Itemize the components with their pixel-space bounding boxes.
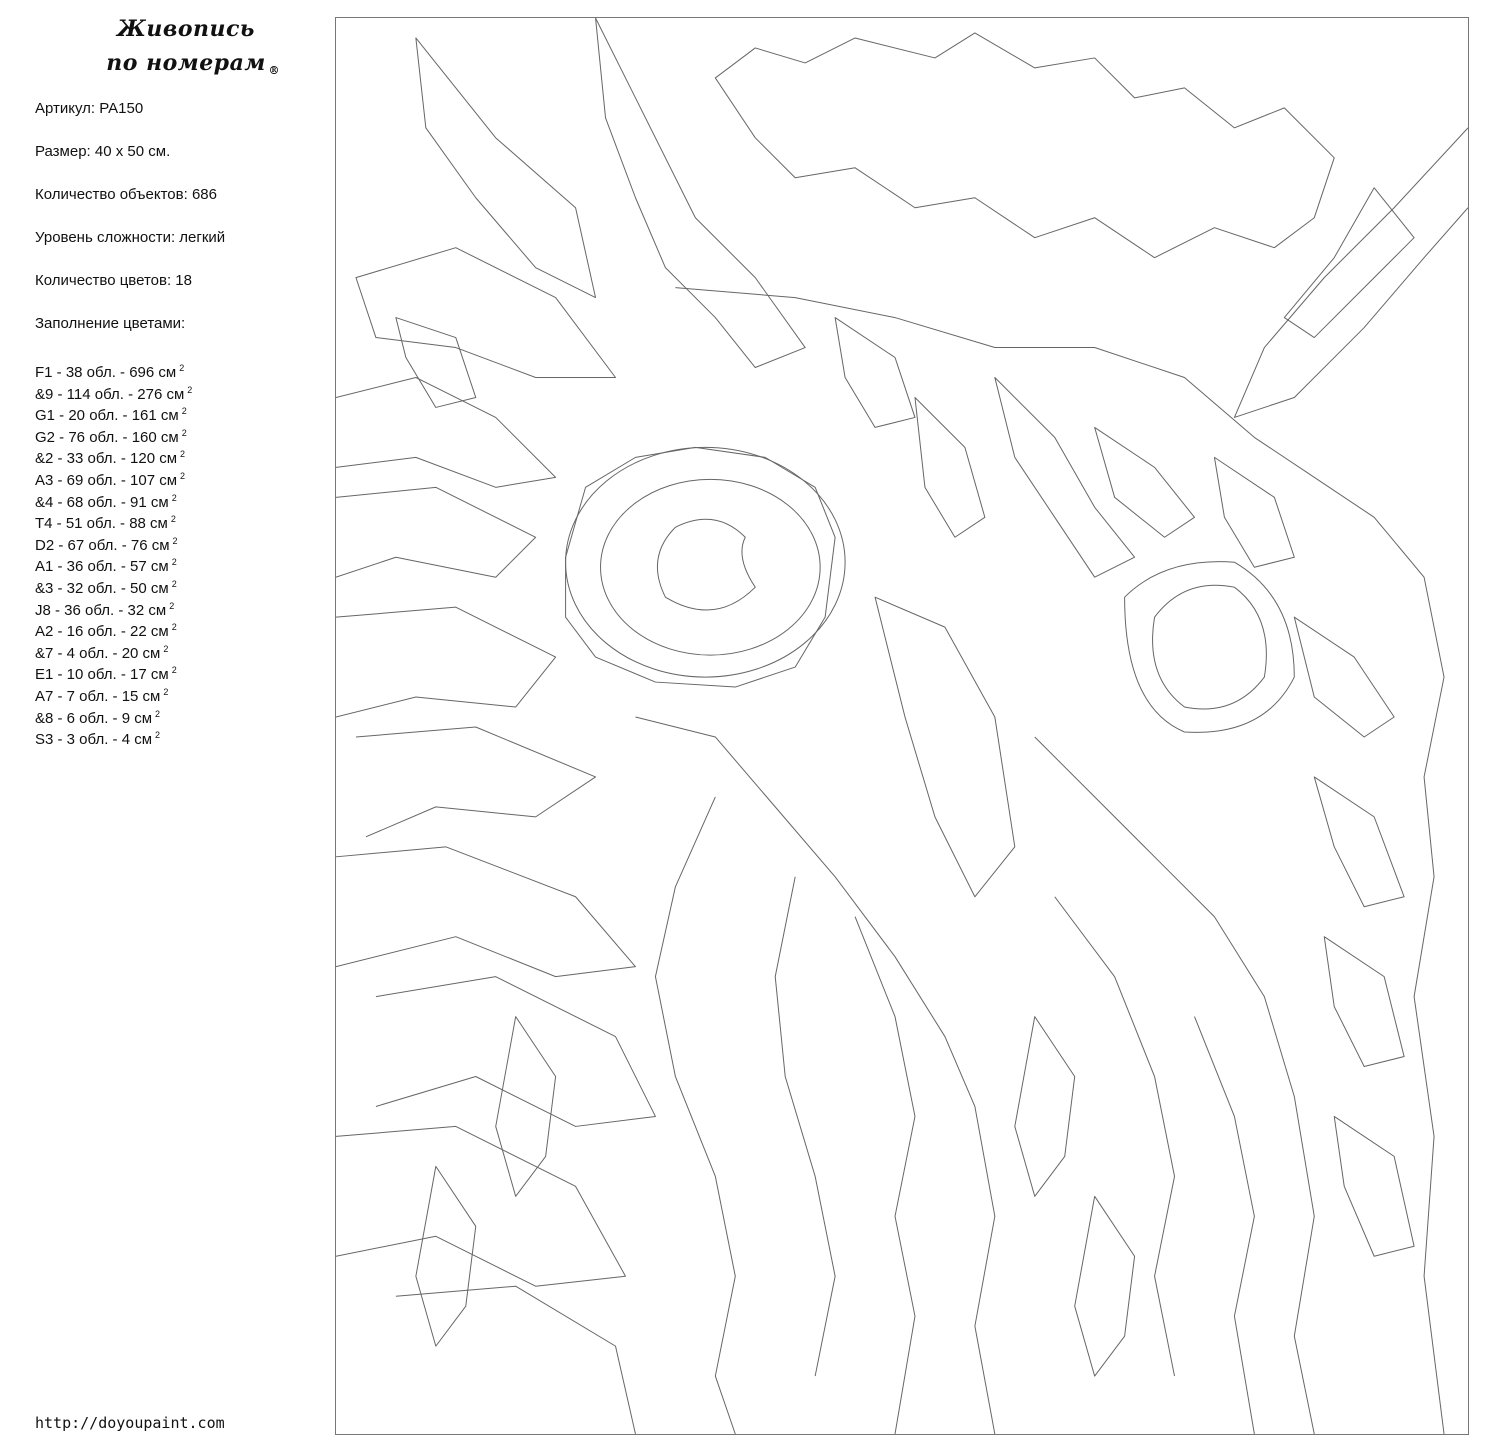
list-item: F1 - 38 обл. - 696 см $^2$: [35, 363, 185, 381]
list-item: G2 - 76 обл. - 160 см $^2$: [35, 427, 187, 446]
color-count: Количество цветов: 18: [35, 272, 192, 289]
brand-title-line1: Живопись: [117, 16, 255, 42]
list-item: &3 - 32 обл. - 50 см $^2$: [35, 578, 177, 597]
left-eye-pupil: [657, 519, 755, 610]
list-item: J8 - 36 обл. - 32 см $^2$: [35, 600, 175, 619]
list-item: &2 - 33 обл. - 120 см $^2$: [35, 449, 186, 468]
list-item: A7 - 7 обл. - 15 см $^2$: [35, 686, 169, 705]
ear-tuft-right: [1234, 128, 1468, 418]
list-item: E1 - 10 обл. - 17 см $^2$: [35, 665, 177, 684]
brand-title-line2: по номерам: [106, 50, 266, 76]
list-item: T4 - 51 обл. - 88 см $^2$: [35, 514, 176, 533]
left-eye-iris: [601, 479, 821, 655]
list-item: A3 - 69 обл. - 107 см $^2$: [35, 470, 186, 489]
cloud-outline: [715, 33, 1334, 258]
list-item: &9 - 114 обл. - 276 см $^2$: [35, 384, 193, 403]
list-item: S3 - 3 обл. - 4 см $^2$: [35, 730, 161, 749]
color-fill-list: [35, 358, 192, 747]
list-item: A1 - 36 обл. - 57 см $^2$: [35, 557, 177, 576]
product-info: [35, 98, 225, 356]
list-item: D2 - 67 обл. - 76 см $^2$: [35, 535, 178, 554]
beak-outline: [875, 597, 1015, 897]
registered-mark: ®: [268, 64, 280, 77]
owl-line-art: [335, 17, 1469, 1435]
sidebar: [0, 0, 320, 1453]
list-item: &7 - 4 обл. - 20 см $^2$: [35, 643, 169, 662]
left-eye-outer: [566, 447, 846, 677]
article-number: Артикул: PA150: [35, 100, 144, 117]
size: Размер: 40 х 50 см.: [35, 143, 171, 160]
list-item: &4 - 68 обл. - 91 см $^2$: [35, 492, 177, 511]
list-item: A2 - 16 обл. - 22 см $^2$: [35, 622, 177, 641]
head-contour: [675, 288, 1444, 1434]
right-eye-outline: [1153, 585, 1267, 709]
difficulty-level: Уровень сложности: легкий: [35, 229, 226, 246]
brand-logo: [86, 12, 286, 80]
list-item: &8 - 6 обл. - 9 см $^2$: [35, 708, 161, 727]
color-fill-heading: Заполнение цветами:: [35, 315, 186, 332]
list-item: G1 - 20 обл. - 161 см $^2$: [35, 406, 187, 425]
object-count: Количество объектов: 686: [35, 186, 217, 203]
website-link[interactable]: http://doyoupaint.com: [35, 1414, 225, 1432]
ear-tuft-left: [596, 18, 806, 368]
owl-outline-drawing: [336, 18, 1468, 1434]
